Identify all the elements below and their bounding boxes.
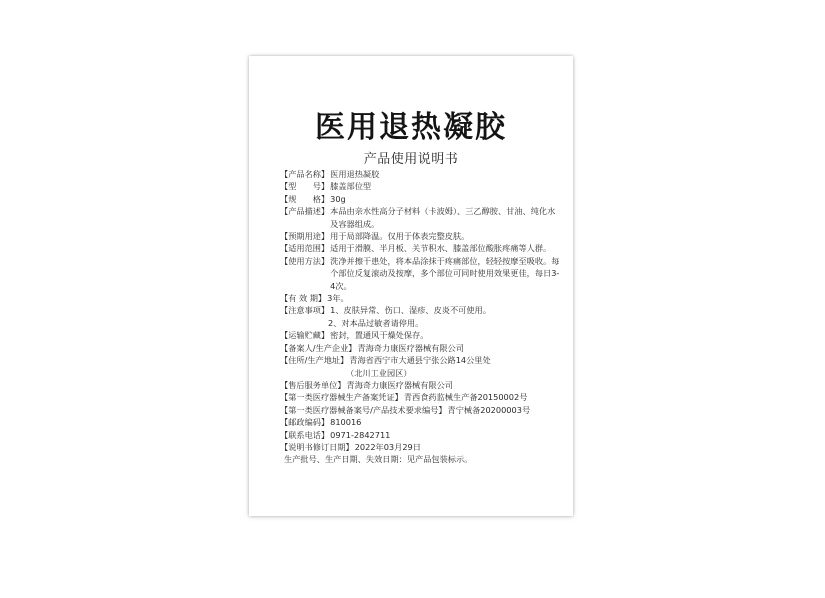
row-value: 青宁械备20200003号 [447, 404, 531, 415]
spec-list [280, 168, 560, 466]
row-label: 【产品描述】 [280, 206, 330, 217]
row-registrant [280, 342, 560, 354]
row-usage [280, 255, 560, 292]
row-phone [280, 429, 560, 441]
row-value: 本品由亲水性高分子材料（卡波姆）、三乙醇胺、甘油、纯化水及容器组成。 [330, 206, 556, 229]
footer-text: 生产批号、生产日期、失效日期：见产品包装标示。 [284, 454, 473, 465]
row-production-record [280, 391, 560, 403]
row-label: 【使用方法】 [280, 255, 330, 266]
row-address [280, 354, 560, 366]
product-title: 医用退热凝胶 [315, 110, 507, 145]
row-value: 用于局部降温。仅用于体表完整皮肤。 [330, 231, 470, 242]
row-spec [280, 193, 560, 205]
row-value: 洗净并擦干患处，将本品涂抹于疼痛部位，轻轻按摩至吸收。每个部位反复滚动及按摩，多个部位可同时使用效果更佳，每日3-4次。 [330, 255, 560, 291]
row-storage [280, 329, 560, 341]
row-label: 【备案人/生产企业】 [280, 342, 357, 353]
row-label: 【说明书修订日期】 [280, 441, 354, 452]
row-label: 【型 号】 [280, 181, 330, 192]
row-label: 【住所/生产地址】 [280, 355, 349, 366]
row-label: 【预期用途】 [280, 231, 330, 242]
row-product-name [280, 168, 560, 180]
row-label: 【有 效 期】 [280, 293, 327, 304]
row-value: 青海奇力康医疗器械有限公司 [357, 342, 464, 353]
row-model [280, 180, 560, 192]
row-value: 30g [330, 193, 346, 204]
row-description [280, 205, 560, 230]
row-label: 【运输贮藏】 [280, 330, 330, 341]
row-label: 【第一类医疗器械备案号/产品技术要求编号】 [280, 404, 447, 415]
row-record-number [280, 404, 560, 416]
row-label: 【邮政编码】 [280, 417, 330, 428]
row-label: 【产品名称】 [280, 169, 330, 179]
document-subtitle: 产品使用说明书 [363, 152, 459, 167]
row-value: 医用退热凝胶 [330, 169, 380, 179]
row-value: 适用于滑膜、半月板、关节积水、膝盖部位酸胀疼痛等人群。 [330, 243, 552, 254]
row-label: 【第一类医疗器械生产备案凭证】 [280, 392, 403, 403]
row-value: 青海省西宁市大通县宁张公路14公里处 [349, 355, 491, 366]
row-label: 【注意事项】 [280, 305, 330, 316]
row-value: 青西食药监械生产备20150002号 [403, 392, 528, 403]
row-value: 0971-2842711 [330, 429, 391, 440]
footer-note [280, 453, 560, 465]
row-address-2 [280, 367, 560, 379]
row-value: 密封，置通风干燥处保存。 [330, 330, 429, 341]
row-value: （北川工业园区） [346, 367, 412, 378]
row-postcode [280, 416, 560, 428]
row-value: 2022年03月29日 [354, 441, 421, 452]
row-value: 青海奇力康医疗器械有限公司 [346, 379, 453, 390]
row-value: 3年。 [327, 293, 349, 304]
row-value: 2、对本品过敏者请停用。 [328, 317, 424, 328]
row-label: 【规 格】 [280, 193, 330, 204]
row-value: 810016 [330, 417, 362, 428]
row-value: 1、皮肤异常、伤口、湿疹、皮炎不可使用。 [330, 305, 491, 316]
row-label: 【适用范围】 [280, 243, 330, 254]
row-intended-use [280, 230, 560, 242]
row-revision-date [280, 441, 560, 453]
row-precautions [280, 304, 560, 316]
row-after-sales [280, 379, 560, 391]
row-scope [280, 242, 560, 254]
row-value: 膝盖部位型 [330, 181, 372, 192]
instruction-sheet [249, 56, 573, 516]
row-label: 【售后服务单位】 [280, 379, 346, 390]
row-label: 【联系电话】 [280, 429, 330, 440]
row-validity [280, 292, 560, 304]
row-precautions-2 [280, 317, 560, 329]
